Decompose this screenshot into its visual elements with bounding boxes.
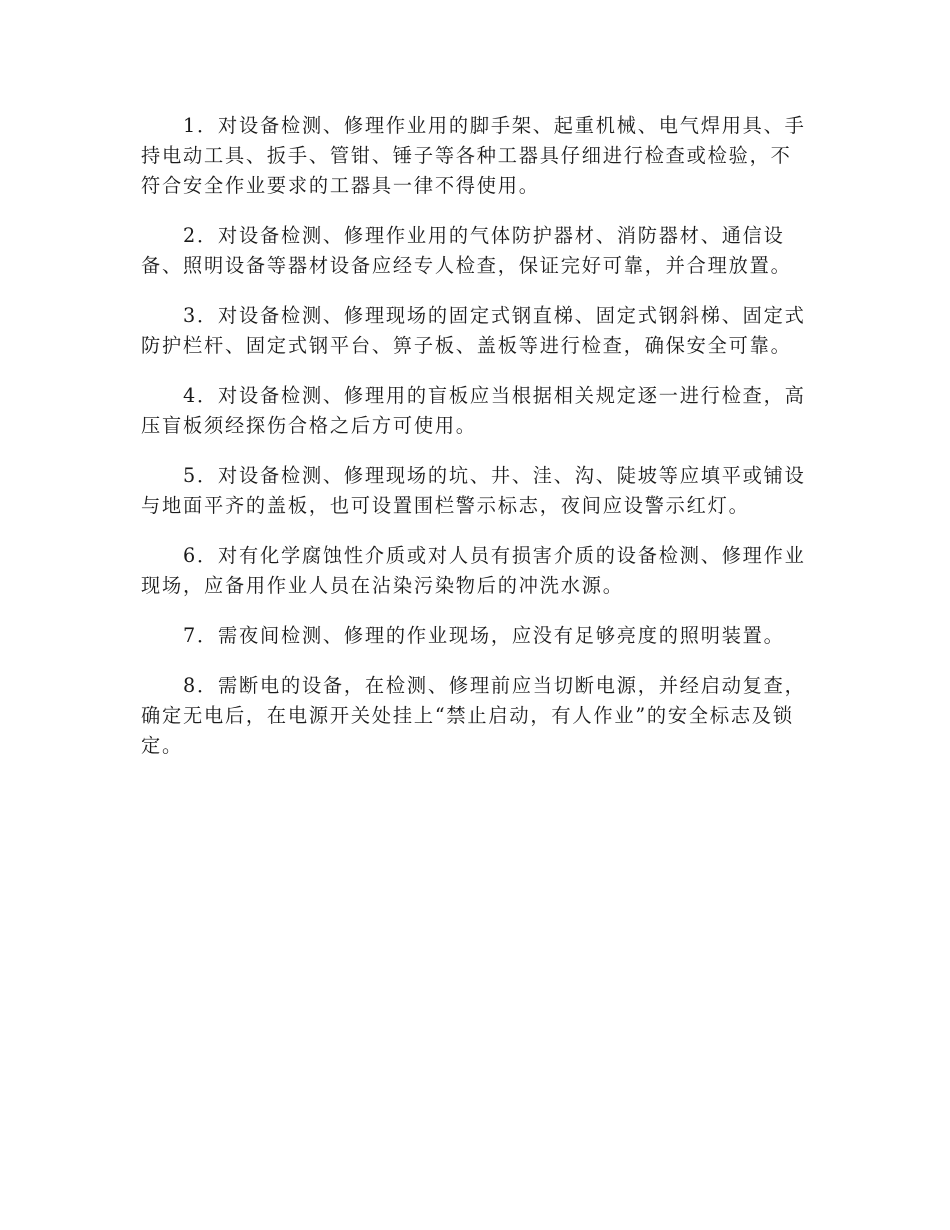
paragraph-1: 1．对设备检测、修理作业用的脚手架、起重机械、电气焊用具、手持电动工具、扳手、管钳、锤子等各种工器具仔细进行检查或检验，不符合安全作业要求的工器具一律不得使用。 [141,114,806,197]
paragraph-7: 7．需夜间检测、修理的作业现场，应没有足够亮度的照明装置。 [183,624,785,647]
paragraph-8: 8．需断电的设备，在检测、修理前应当切断电源，并经启动复查，确定无电后，在电源开关处挂上“禁止启动，有人作业”的安全标志及锁定。 [141,674,806,757]
paragraph-5: 5．对设备检测、修理现场的坑、井、洼、沟、陡坡等应填平或铺设与地面平齐的盖板，也可设置围栏警示标志，夜间应设警示红灯。 [141,464,806,517]
paragraph-3: 3．对设备检测、修理现场的固定式钢直梯、固定式钢斜梯、固定式防护栏杆、固定式钢平台、箅子板、盖板等进行检查，确保安全可靠。 [141,304,806,357]
paragraph-2: 2．对设备检测、修理作业用的气体防护器材、消防器材、通信设备、照明设备等器材设备应经专人检查，保证完好可靠，并合理放置。 [141,224,792,277]
paragraph-6: 6．对有化学腐蚀性介质或对人员有损害介质的设备检测、修理作业现场，应备用作业人员在沾染污染物后的冲洗水源。 [141,544,806,597]
paragraph-4: 4．对设备检测、修理用的盲板应当根据相关规定逐一进行检查，高压盲板须经探伤合格之后方可使用。 [141,384,806,437]
document-body [141,111,809,761]
